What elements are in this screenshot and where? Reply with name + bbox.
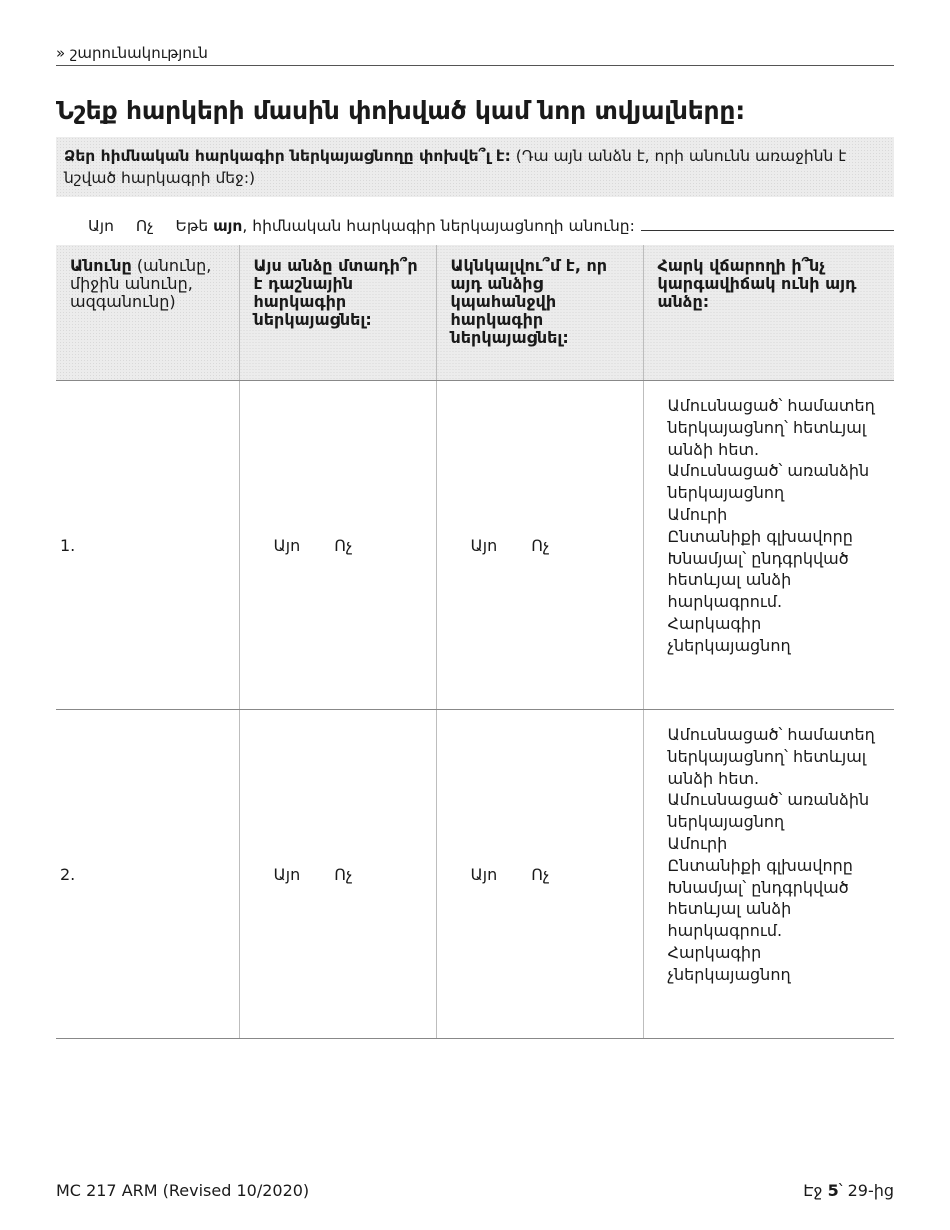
option-no[interactable]: Ոչ [334, 535, 353, 555]
page-number: Էջ 5՝ 29-ից [803, 1181, 894, 1200]
header-name: Անունը (անունը, միջին անունը, ազգանունը) [56, 245, 239, 381]
status-single[interactable]: Ամուրի [667, 833, 728, 853]
option-no[interactable]: Ոչ [531, 535, 550, 555]
status-dependent[interactable]: Խնամյալ՝ ընդգրկված հետևյալ անձի հարկագրում. [667, 548, 849, 612]
table-row [56, 710, 894, 1039]
status-dependent[interactable]: Խնամյալ՝ ընդգրկված հետևյալ անձի հարկագրում. [667, 877, 849, 941]
joint-filing-options [239, 381, 436, 710]
required-filing-options [436, 710, 643, 1039]
table-row [56, 381, 894, 710]
status-married-joint[interactable]: Ամուսնացած՝ համատեղ ներկայացնող՝ հետևյալ անձի հետ. [667, 725, 875, 788]
option-yes[interactable]: Այո [470, 864, 498, 884]
if-yes-label: Եթե այո, հիմնական հարկագիր ներկայացնողի անունը: [175, 217, 635, 235]
header-filing-status: Հարկ վճարողի ի՞նչ կարգավիճակ ունի այդ անձը: [643, 245, 894, 381]
option-yes[interactable]: Այո [273, 535, 301, 555]
row-number: 1. [56, 381, 239, 710]
status-head-of-household[interactable]: Ընտանիքի գլխավորը [667, 526, 853, 546]
primary-filer-changed-options [88, 216, 894, 235]
primary-filer-name-field[interactable] [641, 216, 894, 231]
table-header-row [56, 245, 894, 381]
status-head-of-household[interactable]: Ընտանիքի գլխավորը [667, 855, 853, 875]
notice-explanation: (Դա այն անձն է, որի անունն առաջինն է նշված հարկագրի մեջ:) [64, 147, 847, 187]
option-no[interactable]: Ոչ [334, 864, 353, 884]
status-married-separate[interactable]: Ամուսնացած՝ առանձին ներկայացնող [667, 790, 870, 832]
status-non-filer[interactable]: Հարկագիր չներկայացնող [667, 613, 791, 655]
row-number: 2. [56, 710, 239, 1039]
form-id: MC 217 ARM (Revised 10/2020) [56, 1181, 310, 1200]
option-yes[interactable]: Այո [470, 535, 498, 555]
filing-status-options [643, 710, 894, 1039]
status-married-joint[interactable]: Ամուսնացած՝ համատեղ ներկայացնող՝ հետևյալ անձի հետ. [667, 396, 875, 459]
notice-box [56, 137, 894, 197]
option-yes[interactable]: Այո [273, 864, 301, 884]
option-no[interactable]: Ոչ [135, 217, 154, 235]
status-single[interactable]: Ամուրի [667, 504, 728, 524]
filing-status-options [643, 381, 894, 710]
page-title: Նշեք հարկերի մասին փոխված կամ նոր տվյալները: [56, 96, 746, 125]
option-yes[interactable]: Այո [88, 217, 114, 235]
status-non-filer[interactable]: Հարկագիր չներկայացնող [667, 942, 791, 984]
status-married-separate[interactable]: Ամուսնացած՝ առանձին ներկայացնող [667, 461, 870, 503]
notice-question: Ձեր հիմնական հարկագիր ներկայացնողը փոխվե՞լ է: [64, 147, 511, 165]
required-filing-options [436, 381, 643, 710]
header-required-filing: Ակնկալվու՞մ է, որ այդ անձից կպահանջվի հարկագիր ներկայացնել: [436, 245, 643, 381]
breadcrumb: » շարունակություն [56, 44, 894, 66]
header-joint-filing: Այս անձը մտադի՞ր է դաշնային հարկագիր ներկայացնել: [239, 245, 436, 381]
tax-filers-table [56, 245, 894, 1039]
option-no[interactable]: Ոչ [531, 864, 550, 884]
joint-filing-options [239, 710, 436, 1039]
